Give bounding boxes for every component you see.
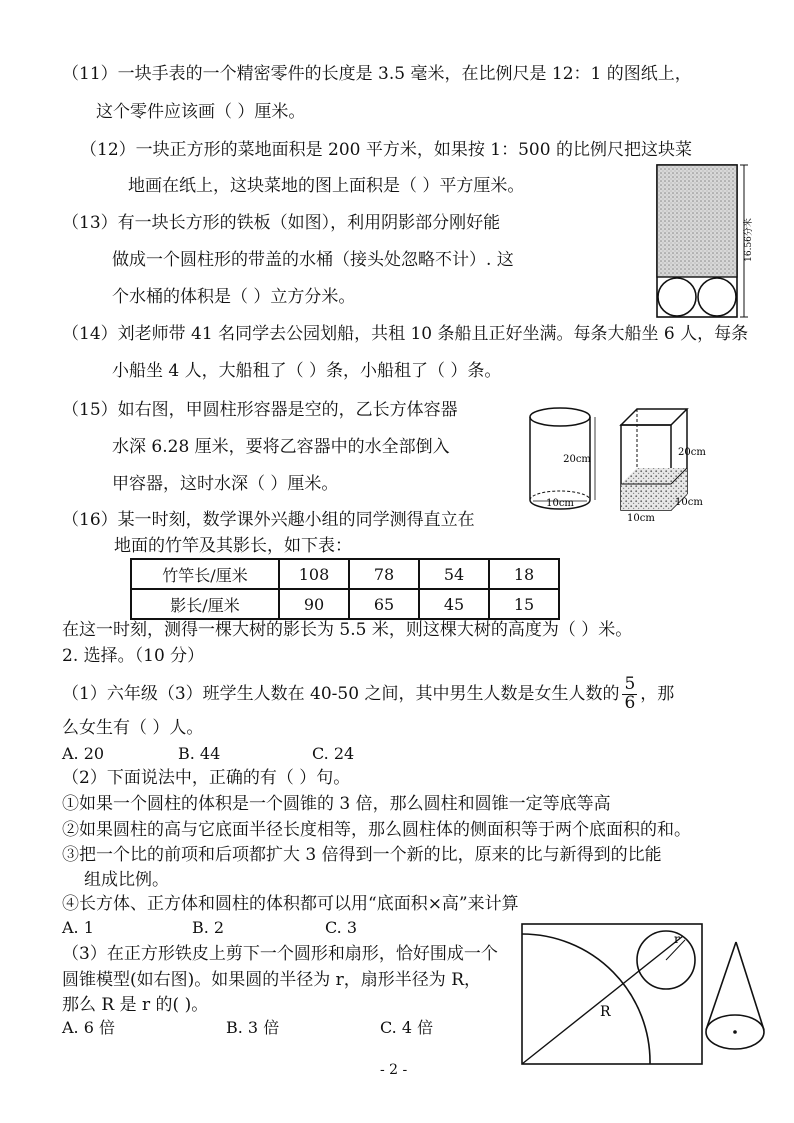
fraction-five-sixths	[622, 673, 637, 713]
iron-sheet-figure	[652, 160, 752, 320]
box-width-label: 10cm	[627, 513, 655, 524]
q11-line2: 这个零件应该画（ ）厘米。	[96, 102, 306, 122]
fraction-numerator: 5	[624, 673, 636, 694]
row-header: 影长/厘米	[131, 589, 279, 619]
box-depth-label: 10cm	[675, 497, 703, 508]
table-row	[131, 589, 559, 619]
c3-option-c: C. 4 倍	[380, 1018, 434, 1037]
c3-line3: 那么 R 是 r 的( )。	[62, 995, 209, 1015]
circle-right	[698, 278, 736, 316]
c2-statement-2: ②如果圆柱的高与它底面半径长度相等，那么圆柱体的侧面积等于两个底面积的和。	[62, 820, 691, 840]
c3-line1: （3）在正方形铁皮上剪下一个圆形和扇形，恰好围成一个	[62, 944, 498, 964]
c1-text-pre: （1）六年级（3）班学生人数在 40-50 之间，其中男生人数是女生人数的	[62, 683, 620, 704]
cone-figure	[700, 940, 770, 1065]
q14-line2: 小船坐 4 人，大船租了（ ）条，小船租了（ ）条。	[112, 361, 502, 381]
c2-option-b: B. 2	[192, 918, 225, 937]
c1-option-c: C. 24	[312, 744, 355, 763]
q13-line1: （13）有一块长方形的铁板（如图），利用阴影部分刚好能	[62, 213, 501, 233]
c1-line2: 么女生有（ ）人。	[62, 718, 204, 738]
c3-line2: 圆锥模型(如右图)。如果圆的半径为 r，扇形半径为 R，	[62, 970, 481, 990]
q13-line2: 做成一个圆柱形的带盖的水桶（接头处忽略不计）. 这	[112, 250, 514, 270]
q12-line2: 地画在纸上，这块菜地的图上面积是（ ）平方厘米。	[128, 176, 525, 196]
table-cell: 18	[489, 559, 559, 589]
small-radius-label: r	[674, 932, 680, 946]
cylinder-container	[530, 408, 595, 509]
table-cell: 90	[279, 589, 349, 619]
table-cell: 78	[349, 559, 419, 589]
c2-statement-3b: 组成比例。	[84, 870, 169, 890]
q15-line1: （15）如右图，甲圆柱形容器是空的，乙长方体容器	[62, 400, 458, 420]
q15-line2: 水深 6.28 厘米，要将乙容器中的水全部倒入	[112, 437, 450, 457]
box-height-label: 20cm	[678, 447, 706, 458]
sheet-dimension-label: 16.56分米	[744, 218, 754, 262]
c2-line1: （2）下面说法中，正确的有（ ）句。	[62, 768, 351, 788]
c2-statement-1: ①如果一个圆柱的体积是一个圆锥的 3 倍，那么圆柱和圆锥一定等底等高	[62, 794, 611, 814]
c1-option-b: B. 44	[178, 744, 221, 763]
shaded-area	[657, 165, 737, 277]
c3-option-b: B. 3 倍	[226, 1018, 280, 1037]
fraction-denominator: 6	[624, 692, 636, 713]
page-number: - 2 -	[380, 1062, 408, 1078]
c1-line1	[62, 674, 674, 714]
section-2-title: 2. 选择。（10 分）	[62, 646, 205, 666]
table-cell: 15	[489, 589, 559, 619]
table-row	[131, 559, 559, 589]
q16-line3: 在这一时刻，测得一棵大树的影长为 5.5 米，则这棵大树的高度为（ ）米。	[62, 620, 633, 640]
c2-option-c: C. 3	[325, 918, 358, 937]
containers-figure	[525, 400, 715, 525]
table-cell: 108	[279, 559, 349, 589]
c1-option-a: A. 20	[62, 744, 105, 763]
q13-line3: 个水桶的体积是（ ）立方分米。	[112, 287, 356, 307]
c2-statement-4: ④长方体、正方体和圆柱的体积都可以用“底面积×高”来计算	[62, 894, 519, 914]
row-header: 竹竿长/厘米	[131, 559, 279, 589]
q12-line1: （12）一块正方形的菜地面积是 200 平方米，如果按 1：500 的比例尺把这块菜	[80, 140, 692, 160]
box-container	[621, 409, 706, 524]
shadow-table	[130, 558, 560, 620]
sector-arc	[522, 934, 650, 1064]
c2-option-a: A. 1	[62, 918, 94, 937]
cone-base-center	[733, 1030, 737, 1034]
table-cell: 54	[419, 559, 489, 589]
square-sector-figure	[518, 920, 698, 1068]
c2-statement-3a: ③把一个比的前项和后项都扩大 3 倍得到一个新的比，原来的比与新得到的比能	[62, 845, 662, 865]
c1-text-post: ，那	[640, 683, 675, 704]
q16-line2: 地面的竹竿及其影长，如下表：	[114, 536, 352, 556]
table-cell: 45	[419, 589, 489, 619]
cylinder-height-label: 20cm	[563, 454, 591, 465]
q11-line1: （11）一块手表的一个精密零件的长度是 3.5 毫米，在比例尺是 12：1 的图纸上，	[62, 64, 692, 84]
q16-line1: （16）某一时刻，数学课外兴趣小组的同学测得直立在	[62, 510, 475, 530]
cylinder-diameter-label: 10cm	[546, 498, 574, 509]
q14-line1: （14）刘老师带 41 名同学去公园划船，共租 10 条船且正好坐满。每条大船坐 6 人，每条	[62, 324, 749, 344]
circle-left	[658, 278, 696, 316]
c3-option-a: A. 6 倍	[62, 1018, 115, 1037]
table-cell: 65	[349, 589, 419, 619]
diagonal-line	[522, 936, 683, 1064]
q15-line3: 甲容器，这时水深（ ）厘米。	[112, 474, 339, 494]
large-radius-label: R	[600, 1004, 611, 1020]
